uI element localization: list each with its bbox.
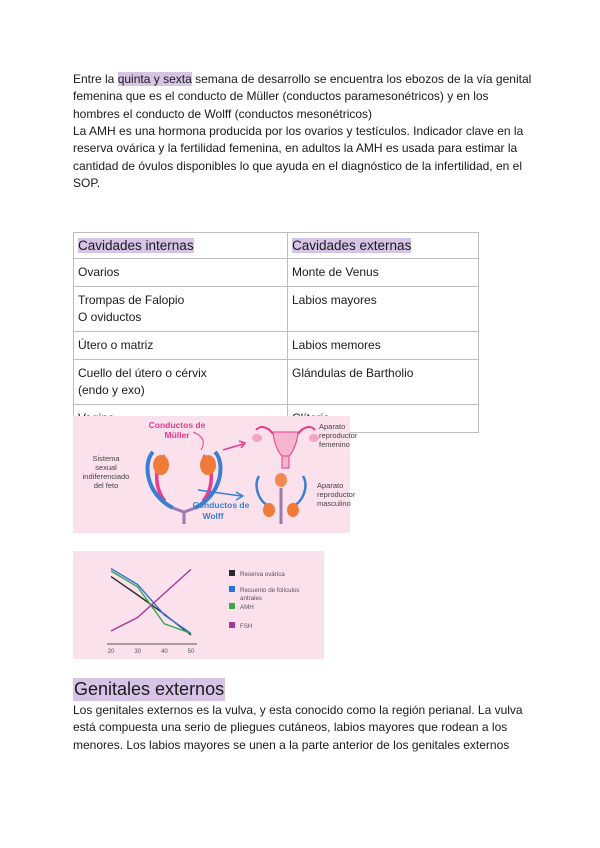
hormone-chart [73,551,324,659]
section-heading: Genitales externos [74,679,225,699]
male-bladder [275,473,287,487]
x-tick-label: 30 [134,649,142,655]
intro-text-continued: semana de desarrollo se encuentra los ebozos de la vía genital femenina que es el conducto de Müller (conductos paramesonétricos) y en los hombres el conducto de Wolff (conductos mesonétricos) [73,72,532,121]
legend-swatch-2 [229,603,235,609]
label-fem-2: reproductor [319,431,358,440]
legend-label-1: Recuento de folículos [240,587,300,594]
table-cell: Trompas de Falopio O oviductos [74,287,288,332]
highlighted-text: quinta y sexta [117,72,192,86]
x-tick-label: 50 [187,649,195,655]
label-wolff-1: Conductos de [192,500,250,510]
label-sistema-1: Sistema [92,454,120,463]
legend-swatch-1 [229,586,235,592]
label-masc-2: reproductor [317,490,356,499]
header-internal: Cavidades internas [74,233,288,259]
legend-swatch-0 [229,570,235,576]
header-external: Cavidades externas [288,233,479,259]
label-sistema-2: sexual [95,463,117,472]
x-tick-label: 20 [107,649,115,655]
legend-label-2: AMH [240,604,254,611]
table-row [74,360,479,405]
male-testis-left [263,503,275,517]
male-testis-right [287,503,299,517]
fetal-gonad-right [200,455,216,475]
label-muller-2: Müller [164,430,190,440]
intro-paragraph-2: La AMH es una hormona producida por los ovarios y testículos. Indicador clave en la reserva ovárica y la fertilidad femenina, en adultos la AMH es usada para estimar la cantidad de óvulos disponibles lo que ayuda en el diagnóstico de la infertilidad, en el SOP. [73,124,524,190]
genitales-paragraph: Los genitales externos es la vulva, y esta conocido como la región perianal. La vulva está compuesta una serio de pliegues cutáneos, labios mayores que rodean a los menores. Los labios mayores se unen a la parte anterior de los genitales externos [73,703,523,752]
label-masc-3: masculino [317,499,351,508]
fetal-gonad-left [153,455,169,475]
legend-label-1: antrales [240,595,263,602]
female-ovary-left [252,434,262,442]
x-tick-label: 40 [160,649,168,655]
table-cell: Útero o matriz [74,332,288,360]
legend-label-3: FSH [240,623,253,630]
label-fem-1: Aparato [319,422,346,431]
table-header-row [74,233,479,259]
table-cell: Cuello del útero o cérvix (endo y exo) [74,360,288,405]
legend-label-0: Reserva ovárica [240,571,285,578]
duct-diagram [73,416,358,533]
table-cell: Ovarios [74,259,288,287]
legend-swatch-3 [229,622,235,628]
table-cell: Labios memores [288,332,479,360]
intro-text: Entre la [73,72,118,86]
label-muller-1: Conductos de [148,420,206,430]
cavities-table [73,232,479,433]
chart-background [73,551,324,659]
label-wolff-2: Wolff [202,511,224,521]
label-sistema-3: indiferenciado [82,472,130,481]
label-masc-1: Aparato [317,481,344,490]
label-sistema-4: del feto [93,481,119,490]
table-cell: Labios mayores [288,287,479,332]
table-row [74,332,479,360]
table-row [74,259,479,287]
female-cervix [282,456,289,468]
table-cell: Monte de Venus [288,259,479,287]
female-ovary-right [309,434,319,442]
intro-paragraph-1 [73,71,535,123]
table-cell: Glándulas de Bartholio [288,360,479,405]
label-fem-3: femenino [319,440,350,449]
table-row [74,287,479,332]
